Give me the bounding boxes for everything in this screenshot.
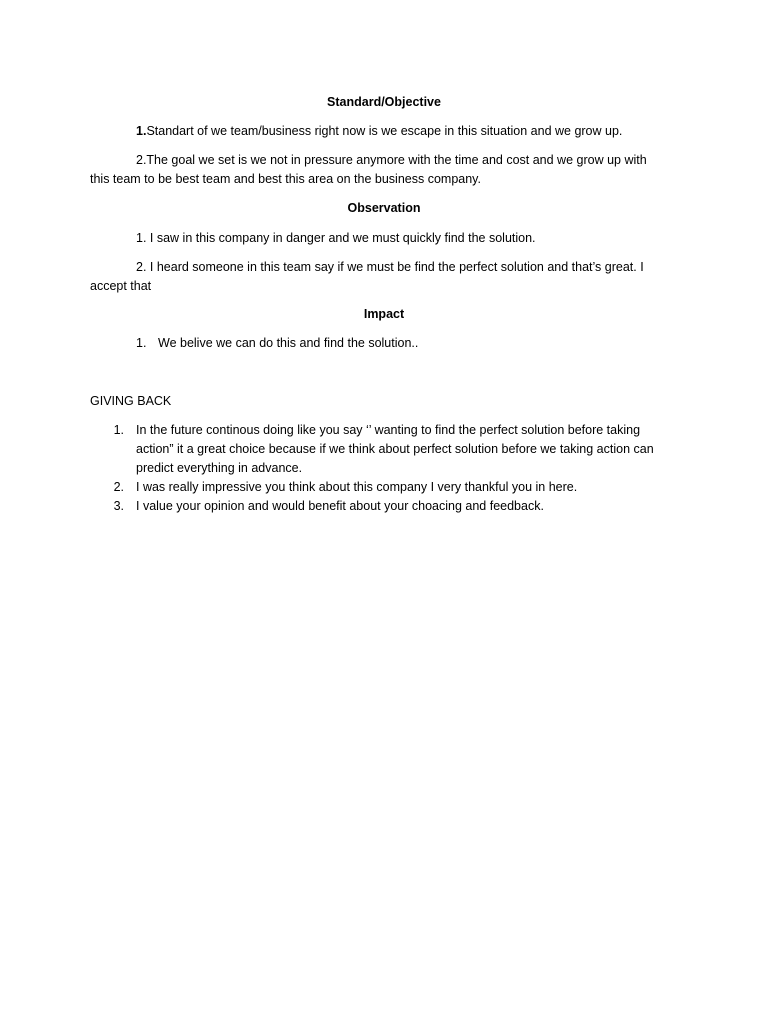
standard-item-2-line-1: 2.The goal we set is we not in pressure anymore with the time and cost and we grow up with — [136, 153, 647, 167]
observation-item-2-line-1: 2. I heard someone in this team say if we must be find the perfect solution and that’s great. I — [136, 260, 644, 274]
giving-back-item-1-line-3: predict everything in advance. — [136, 461, 303, 475]
standard-item-1-number: 1. — [136, 124, 147, 138]
giving-back-item-1-line-1: In the future continous doing like you say ‘’ wanting to find the perfect solution before taking — [136, 423, 641, 437]
standard-item-1 — [136, 122, 622, 141]
giving-back-item-2-line-1: I was really impressive you think about this company I very thankful you in here. — [136, 480, 578, 494]
giving-back-item-2-number: 2. — [113, 480, 124, 494]
impact-item-1-text: We belive we can do this and find the solution.. — [158, 336, 419, 350]
observation-item-1: 1. I saw in this company in danger and we must quickly find the solution. — [136, 231, 536, 245]
giving-back-item-1-number: 1. — [113, 423, 124, 437]
heading-giving-back: GIVING BACK — [90, 394, 172, 408]
standard-item-2-line-2: this team to be best team and best this area on the business company. — [90, 172, 481, 186]
heading-impact: Impact — [363, 307, 405, 321]
standard-item-1-text: Standart of we team/business right now is we escape in this situation and we grow up. — [146, 124, 623, 138]
giving-back-item-3-line-1: I value your opinion and would benefit about your choacing and feedback. — [136, 499, 544, 513]
heading-standard-objective: Standard/Objective — [327, 95, 441, 109]
giving-back-item-1-line-2: action” it a great choice because if we think about perfect solution before we taking action can — [136, 442, 654, 456]
heading-observation: Observation — [347, 201, 421, 215]
observation-item-2-line-2: accept that — [90, 279, 152, 293]
giving-back-item-3-number: 3. — [113, 499, 124, 513]
impact-item-1-number: 1. — [136, 336, 147, 350]
